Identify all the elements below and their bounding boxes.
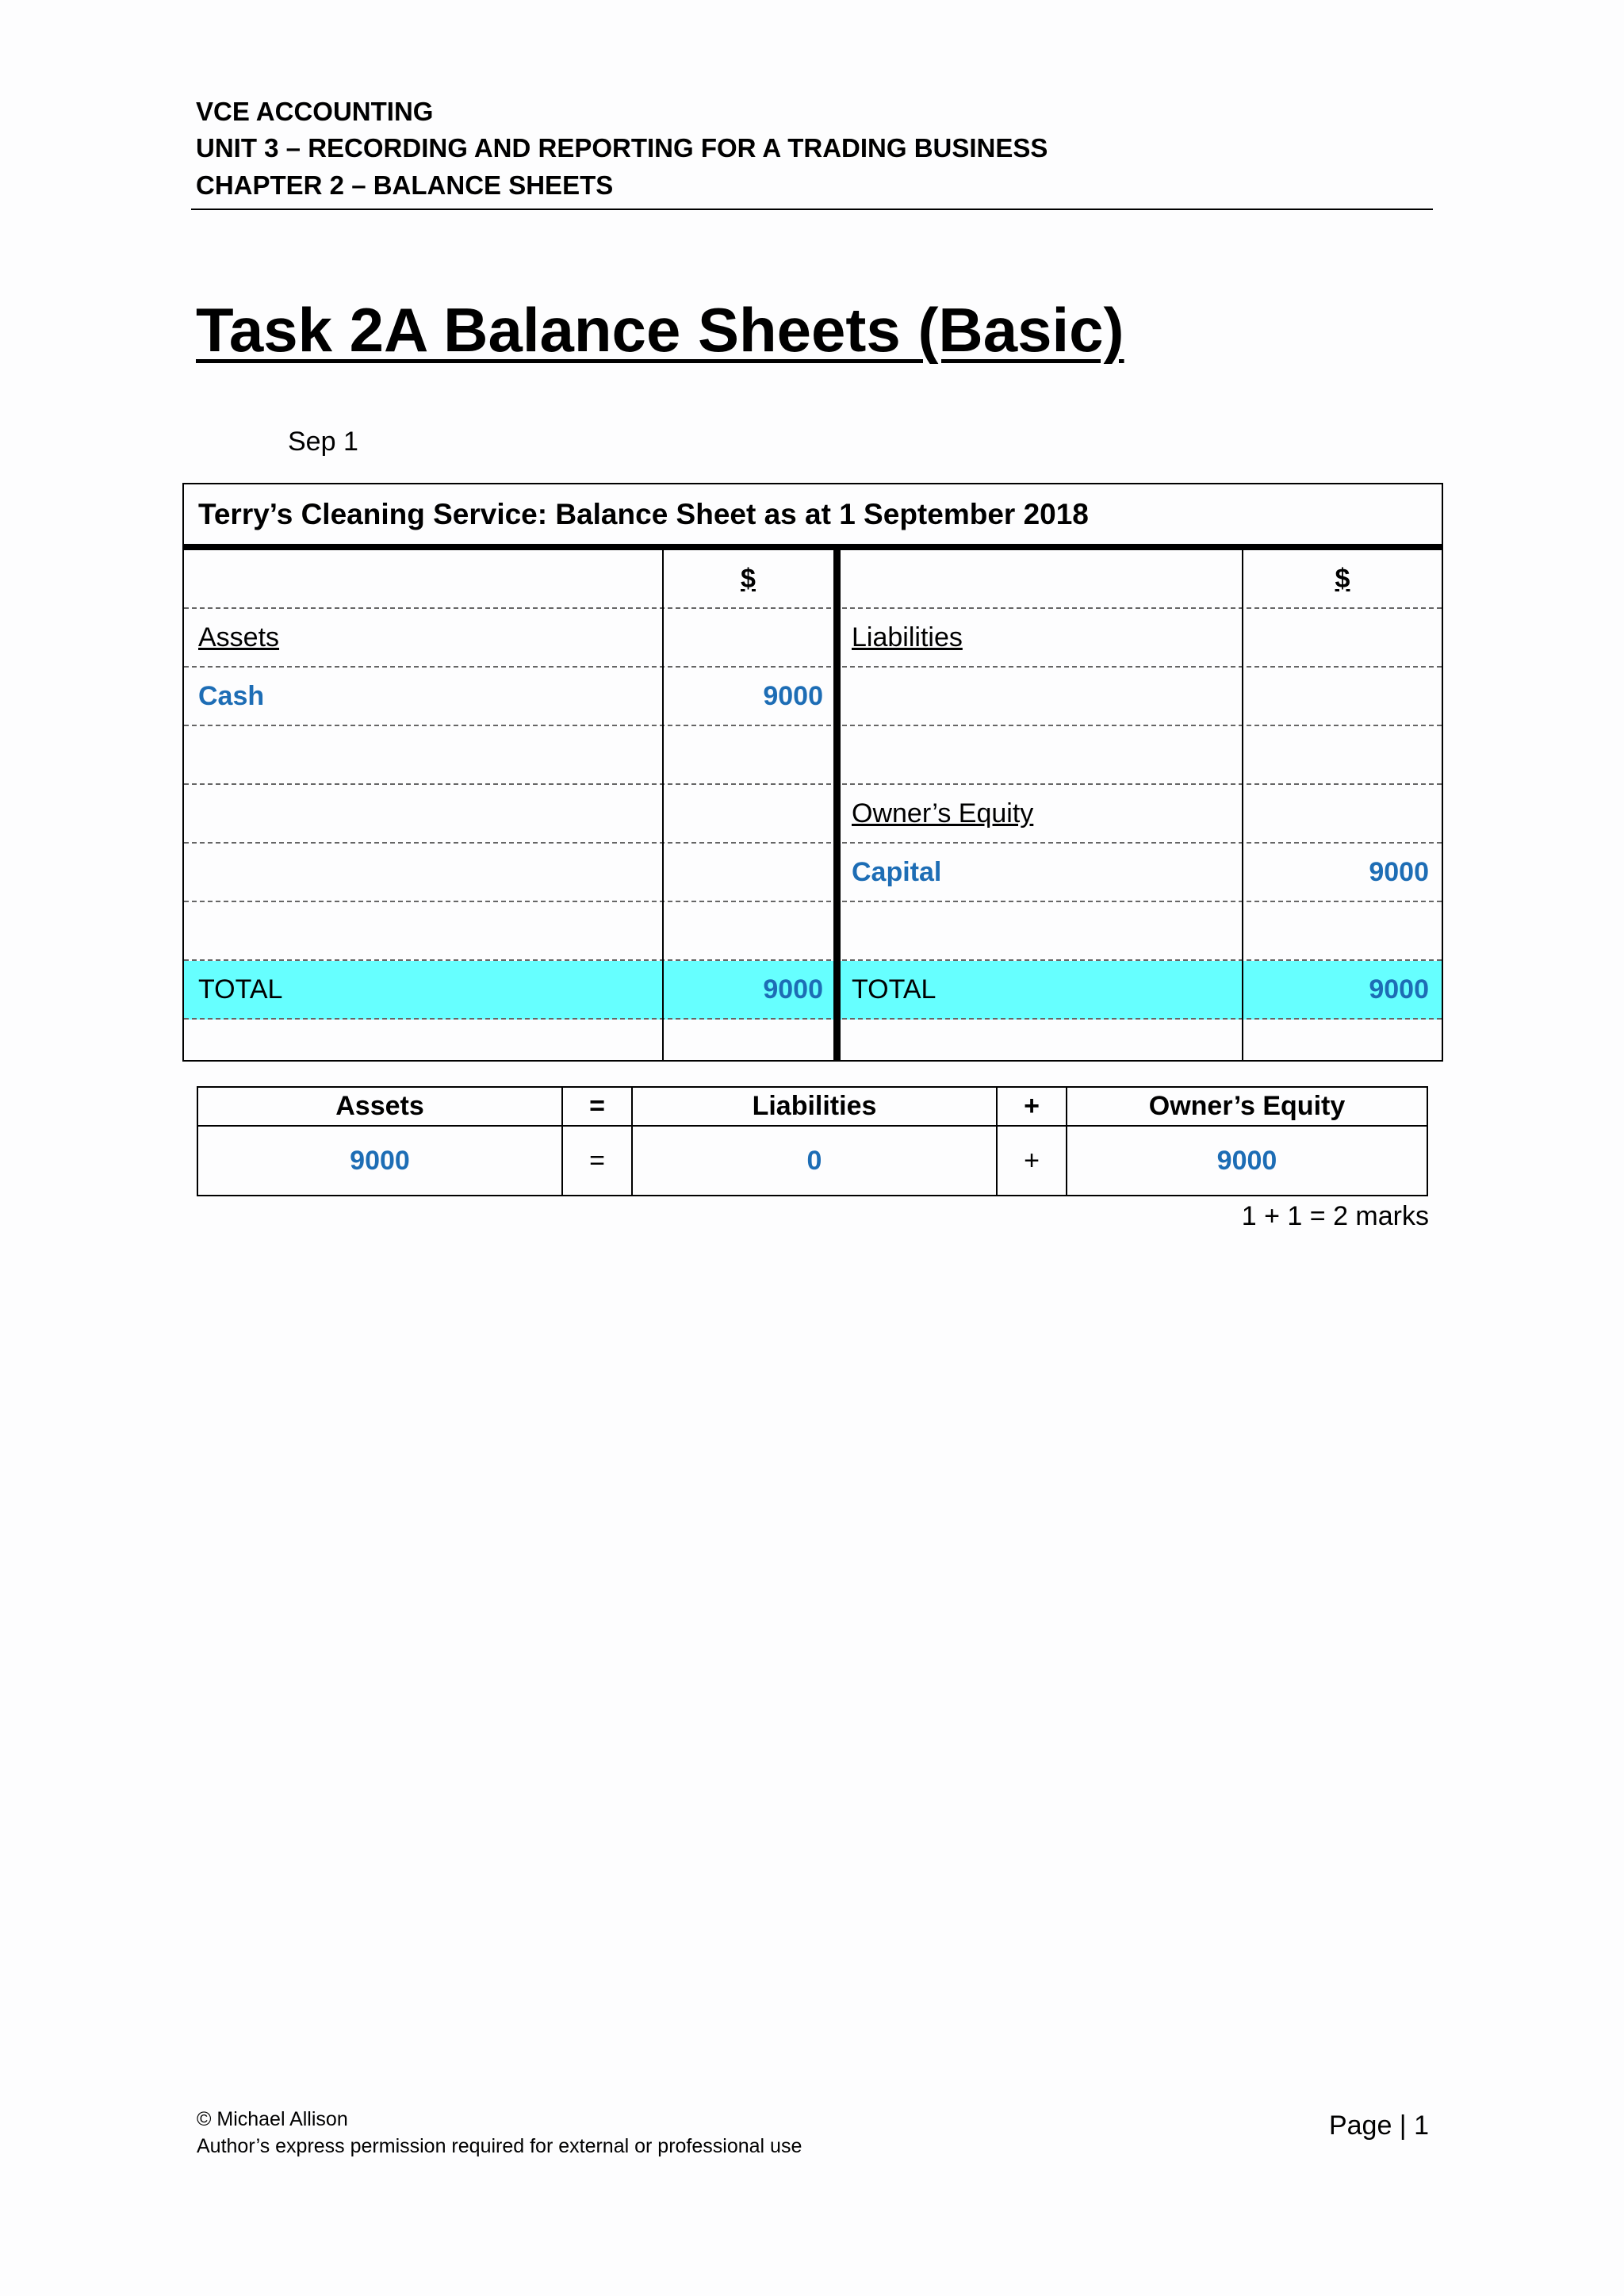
equation-header-assets: Assets [335, 1091, 424, 1121]
table-row-headings [184, 609, 1442, 668]
equation-divider [996, 1088, 998, 1195]
accounting-equation-table [197, 1086, 1428, 1196]
currency-left: $ [741, 564, 756, 594]
table-row-empty [184, 726, 1442, 785]
equation-value-owners-equity: 9000 [1216, 1145, 1277, 1176]
balance-sheet-title-rule [184, 544, 1442, 550]
page-number: Page | 1 [1328, 2110, 1429, 2141]
header-divider [191, 209, 1433, 210]
balance-sheet-table [182, 483, 1443, 1062]
header-subject: VCE ACCOUNTING [196, 97, 434, 126]
header-unit: UNIT 3 – RECORDING AND REPORTING FOR A TRADING BUSINESS [196, 133, 1048, 163]
equation-value-plus: + [1024, 1145, 1040, 1176]
transaction-date: Sep 1 [288, 427, 358, 457]
equation-value-assets: 9000 [350, 1145, 410, 1176]
equation-divider [561, 1088, 563, 1195]
total-left-value: 9000 [763, 974, 823, 1004]
table-row-cash [184, 668, 1442, 726]
cash-label: Cash [198, 681, 265, 711]
equation-value-equals: = [589, 1145, 605, 1176]
equation-header-liabilities: Liabilities [752, 1091, 877, 1121]
equation-divider [1066, 1088, 1067, 1195]
equation-header-plus: + [1024, 1091, 1040, 1121]
cash-value: 9000 [763, 681, 823, 711]
total-right-label: TOTAL [852, 974, 936, 1004]
column-divider [1242, 550, 1243, 1060]
currency-right: $ [1335, 564, 1350, 594]
table-row-empty [184, 1020, 1442, 1077]
equation-header-owners-equity: Owner’s Equity [1148, 1091, 1346, 1121]
balance-sheet-title: Terry’s Cleaning Service: Balance Sheet as at 1 September 2018 [198, 498, 1089, 530]
page-title: Task 2A Balance Sheets (Basic) [196, 295, 1124, 365]
table-row-currency [184, 550, 1442, 609]
total-left-label: TOTAL [198, 974, 283, 1004]
equation-value-row [198, 1127, 1427, 1195]
capital-value: 9000 [1369, 857, 1429, 887]
equation-header-row [198, 1088, 1427, 1127]
liabilities-heading: Liabilities [852, 622, 963, 652]
table-row-empty [184, 902, 1442, 961]
total-right-value: 9000 [1369, 974, 1429, 1004]
owners-equity-heading: Owner’s Equity [852, 798, 1034, 828]
table-row-equity-heading [184, 785, 1442, 844]
column-divider [662, 550, 664, 1060]
footer-permission: Author’s express permission required for external or professional use [197, 2135, 802, 2157]
table-row-capital [184, 844, 1442, 902]
equation-value-liabilities: 0 [806, 1145, 822, 1176]
assets-heading: Assets [198, 622, 280, 652]
equation-header-equals: = [589, 1091, 605, 1121]
center-divider [833, 550, 841, 1060]
header-chapter: CHAPTER 2 – BALANCE SHEETS [196, 170, 614, 200]
marks-note: 1 + 1 = 2 marks [1241, 1201, 1429, 1231]
equation-divider [631, 1088, 633, 1195]
table-row-total [184, 961, 1442, 1020]
capital-label: Capital [852, 857, 942, 887]
footer-copyright: © Michael Allison [197, 2108, 348, 2130]
